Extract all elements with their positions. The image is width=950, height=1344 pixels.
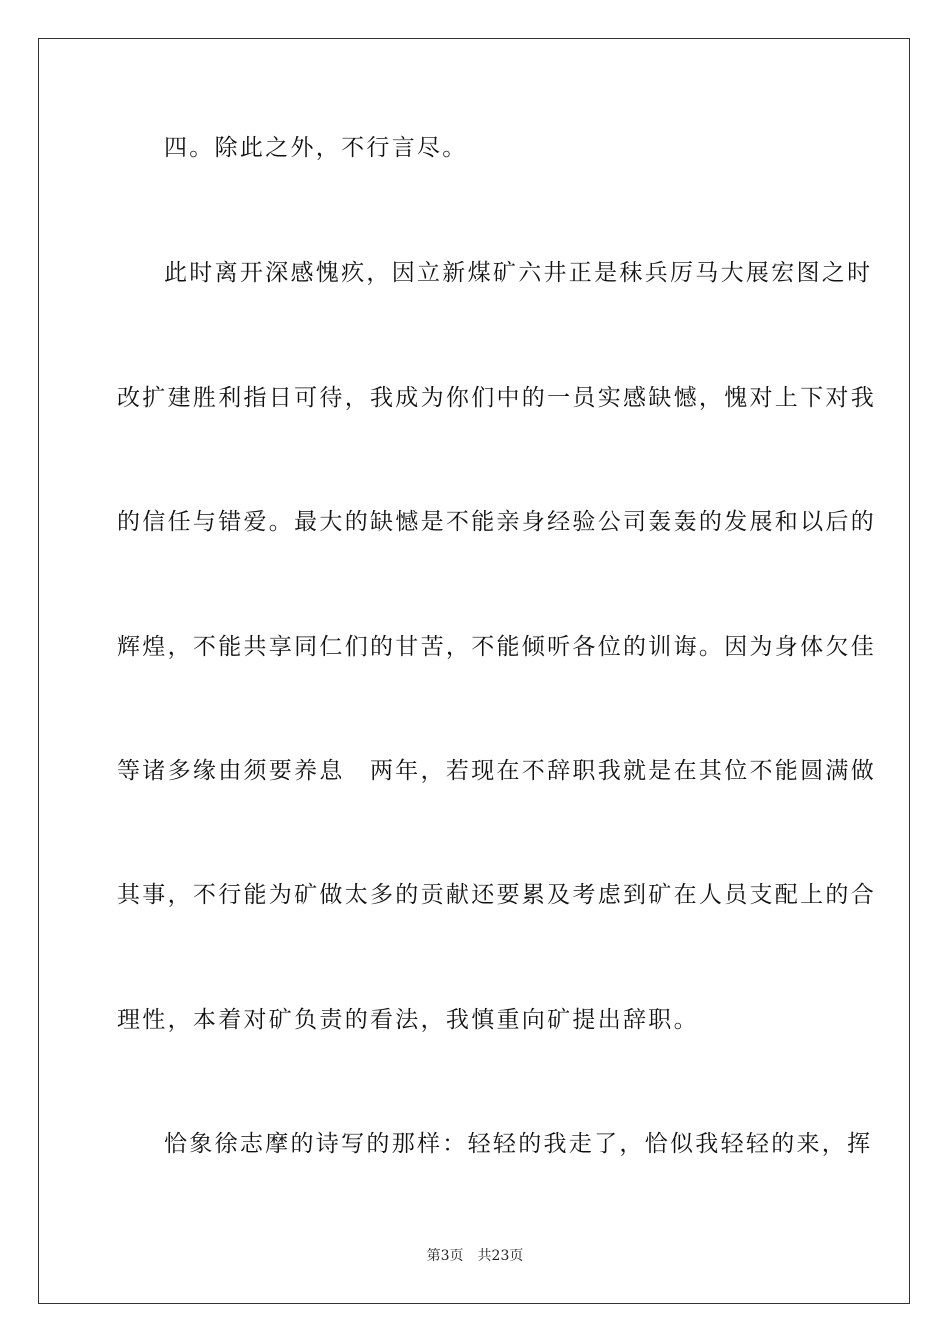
paragraph-line-4: 的信任与错爱。最大的缺憾是不能亲身经验公司轰轰的发展和以后的 bbox=[117, 509, 876, 535]
paragraph-line-1: 四。除此之外，不行言尽。 bbox=[164, 135, 468, 161]
paragraph-line-3: 改扩建胜利指日可待，我成为你们中的一员实感缺憾，愧对上下对我 bbox=[117, 385, 876, 411]
page-border bbox=[38, 38, 910, 1304]
page-number: 第3页 bbox=[426, 1248, 464, 1264]
paragraph-line-5: 辉煌，不能共享同仁们的甘苦，不能倾听各位的训诲。因为身体欠佳 bbox=[117, 634, 876, 660]
page-footer bbox=[0, 1246, 950, 1266]
page-total: 共23页 bbox=[477, 1248, 524, 1264]
paragraph-line-8: 理性，本着对矿负责的看法，我慎重向矿提出辞职。 bbox=[117, 1007, 699, 1033]
paragraph-line-2: 此时离开深感愧疚，因立新煤矿六井正是秣兵厉马大展宏图之时 bbox=[164, 260, 873, 286]
paragraph-line-6: 等诸多缘由须要养息 两年，若现在不辞职我就是在其位不能圆满做 bbox=[117, 758, 876, 784]
paragraph-line-9: 恰象徐志摩的诗写的那样：轻轻的我走了，恰似我轻轻的来，挥 bbox=[164, 1131, 873, 1157]
paragraph-line-7: 其事，不行能为矿做太多的贡献还要累及考虑到矿在人员支配上的合 bbox=[117, 882, 876, 908]
